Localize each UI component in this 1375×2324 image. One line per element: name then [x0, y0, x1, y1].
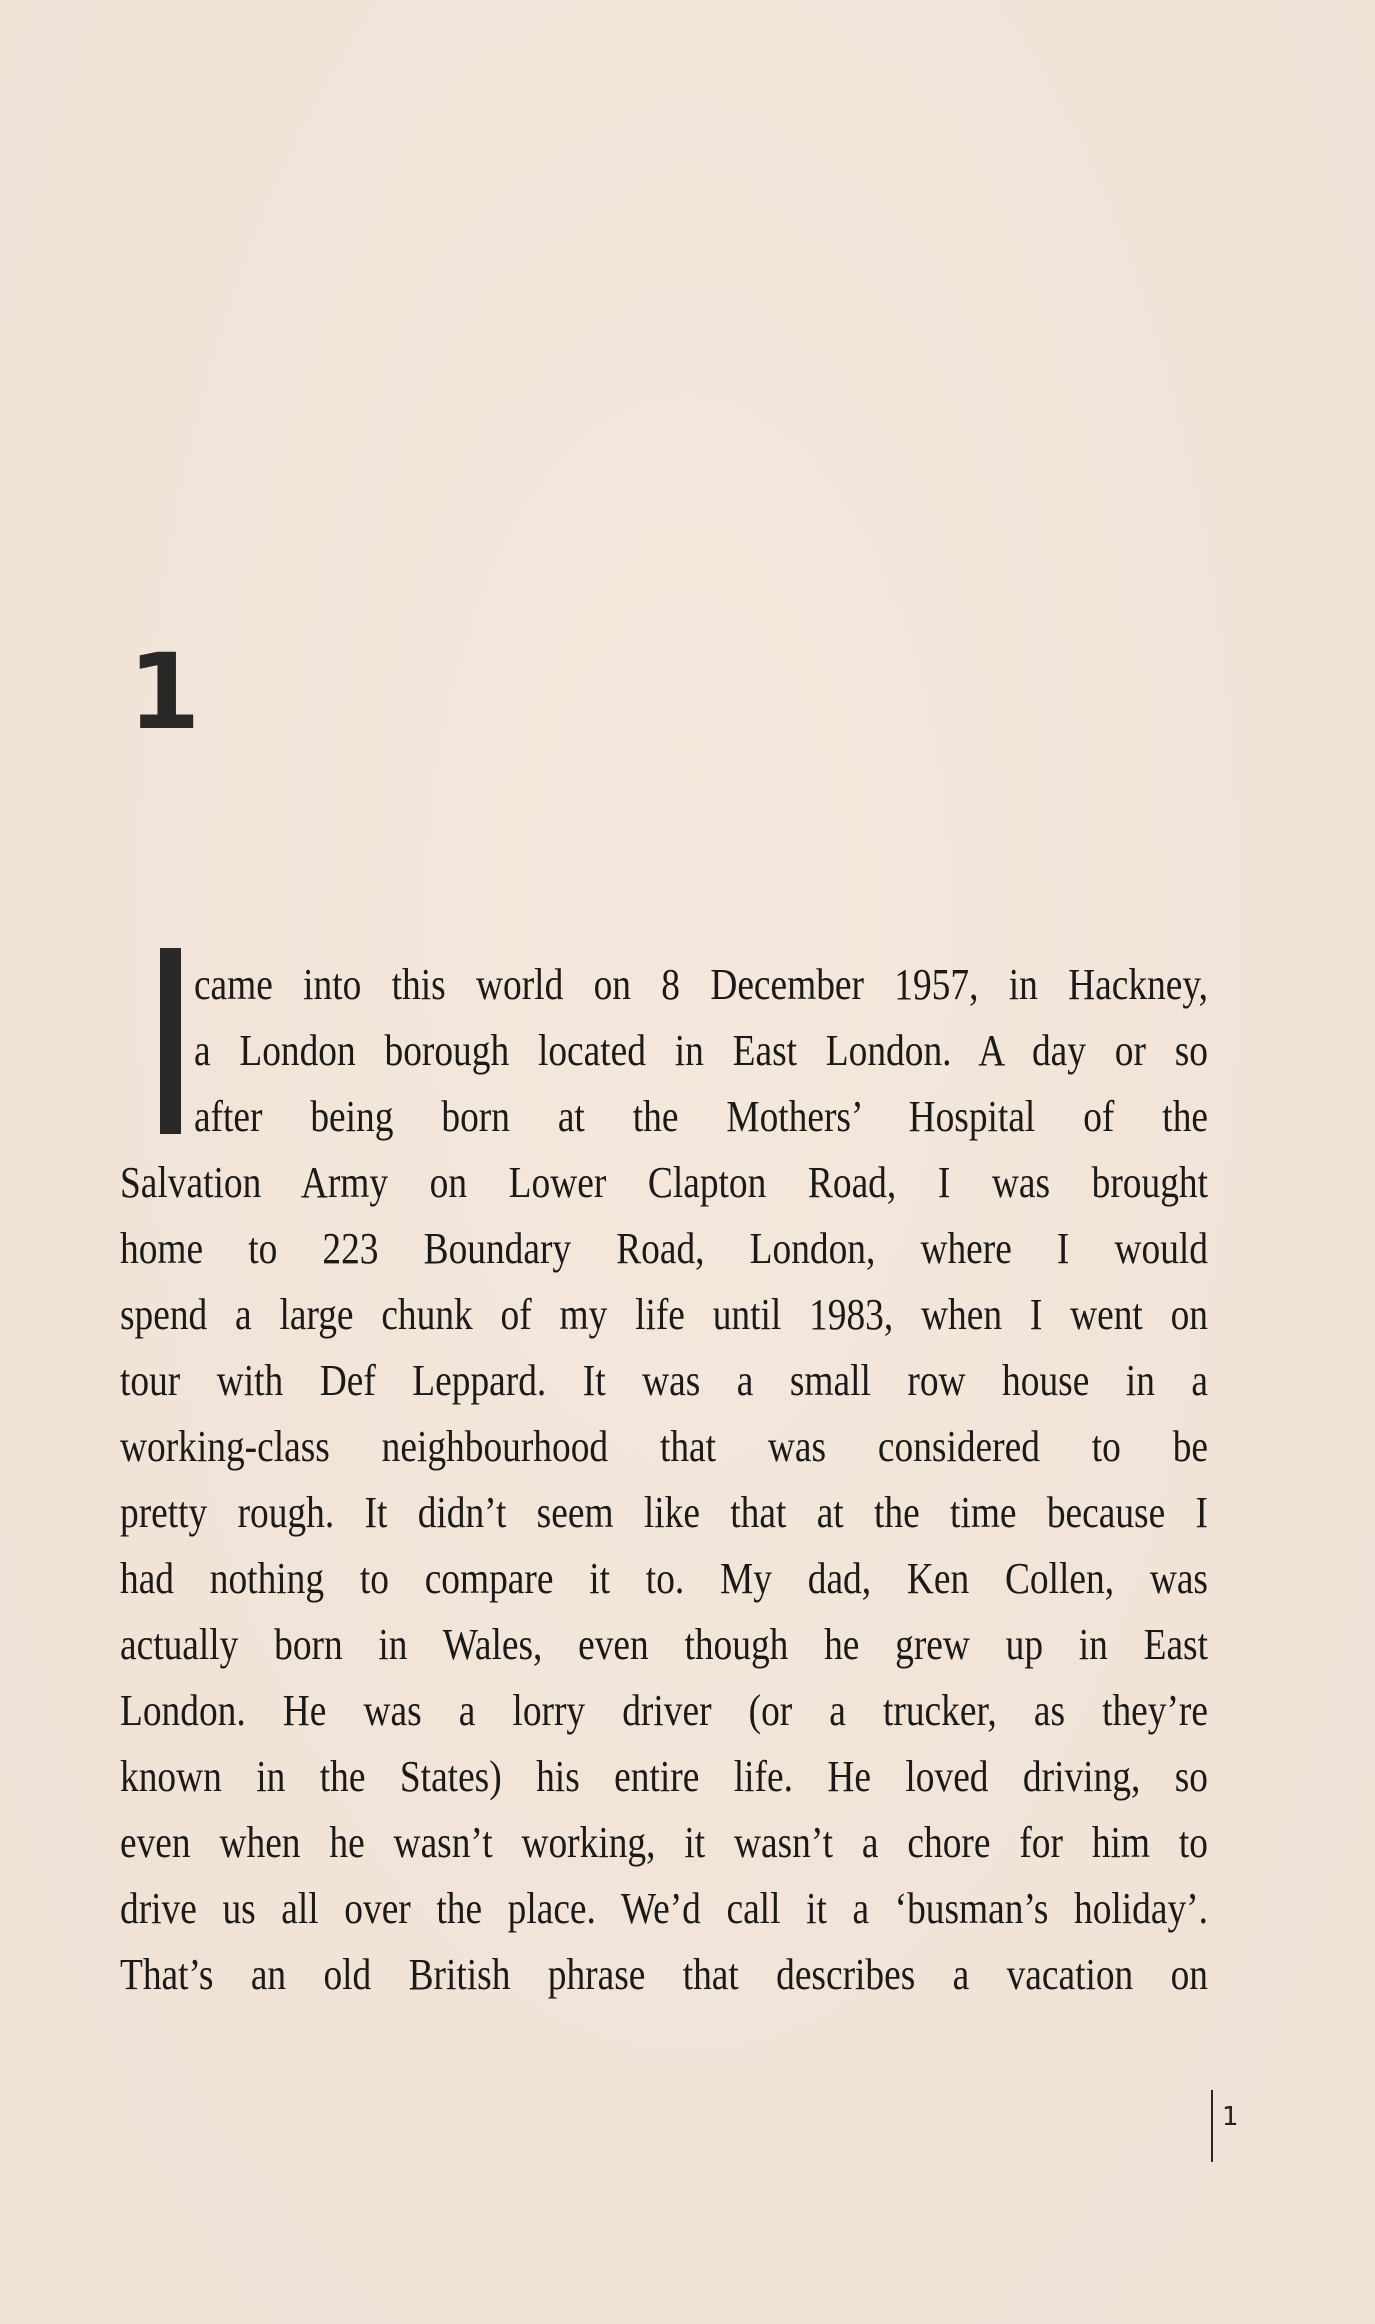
body-paragraph — [120, 952, 1208, 2008]
text-line: after being born at the Mothers’ Hospital of the — [193, 1092, 1208, 1141]
text-line: That’s an old British phrase that describes a vacation on — [120, 1950, 1208, 1999]
text-line: working-class neighbourhood that was considered to be — [120, 1422, 1208, 1471]
text-line: had nothing to compare it to. My dad, Ken Collen, was — [120, 1554, 1208, 1603]
text-line: known in the States) his entire life. He loved driving, so — [120, 1752, 1208, 1801]
text-line: London. He was a lorry driver (or a trucker, as they’re — [120, 1686, 1208, 1735]
page-number: 1 — [1222, 2102, 1239, 2132]
chapter-number: 1 — [128, 631, 201, 753]
text-line: a London borough located in East London. A day or so — [193, 1026, 1208, 1075]
text-line: actually born in Wales, even though he grew up in East — [120, 1620, 1208, 1669]
text-line: pretty rough. It didn’t seem like that at the time because I — [120, 1488, 1208, 1537]
text-line: even when he wasn’t working, it wasn’t a chore for him to — [120, 1818, 1208, 1867]
text-line: came into this world on 8 December 1957, in Hackney, — [193, 960, 1208, 1009]
text-line: tour with Def Leppard. It was a small row house in a — [120, 1356, 1208, 1405]
text-line: Salvation Army on Lower Clapton Road, I was brought — [120, 1158, 1208, 1207]
text-line: spend a large chunk of my life until 1983, when I went on — [120, 1290, 1208, 1339]
text-line: home to 223 Boundary Road, London, where I would — [120, 1224, 1208, 1273]
text-line: drive us all over the place. We’d call it a ‘busman’s holiday’. — [120, 1884, 1208, 1933]
page-number-rule — [1211, 2090, 1213, 2162]
